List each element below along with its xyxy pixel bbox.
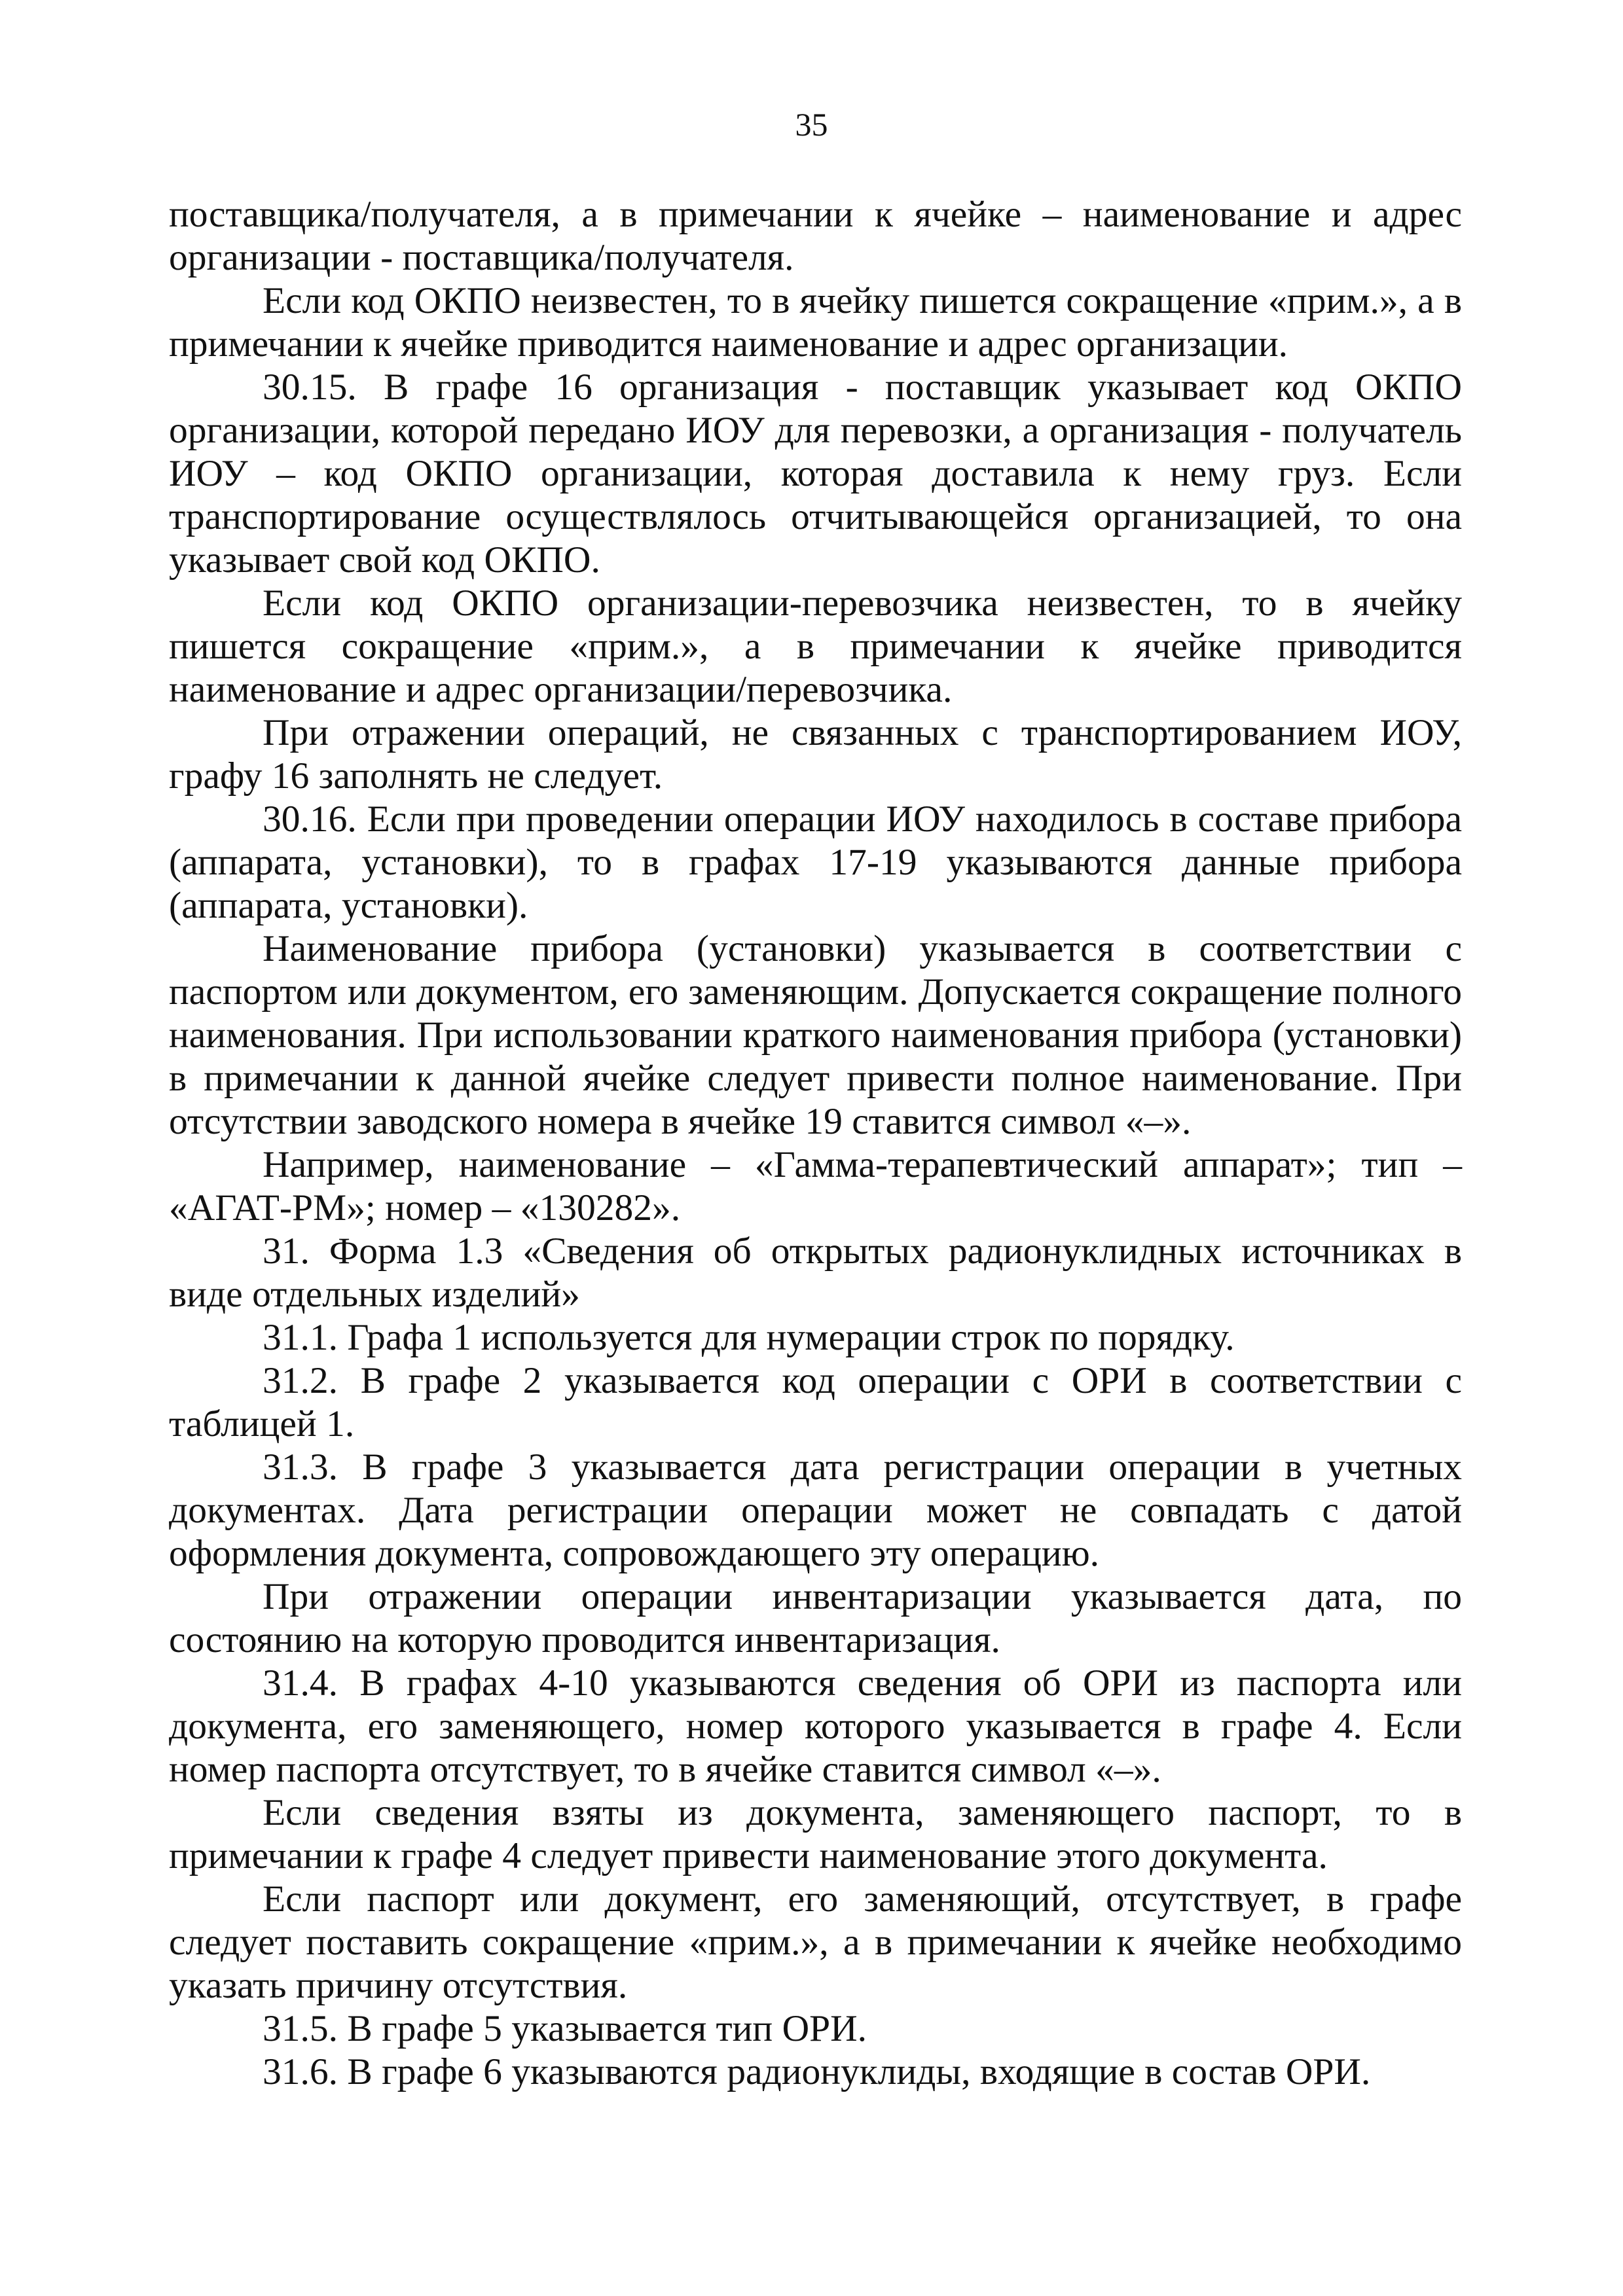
paragraph-30-16: 30.16. Если при проведении операции ИОУ находилось в составе прибора (аппарата, установки), то в графах 17-19 указываются данные прибора (аппарата, установки). xyxy=(169,798,1462,926)
paragraph-31: 31. Форма 1.3 «Сведения об открытых радионуклидных источниках в виде отдельных изделий» xyxy=(169,1230,1462,1315)
paragraph-inventory-date: При отражении операции инвентаризации указывается дата, по состоянию на которую проводится инвентаризация. xyxy=(169,1576,1462,1660)
paragraph-passport-missing: Если паспорт или документ, его заменяющий, отсутствует, в графе следует поставить сокращение «прим.», а в примечании к ячейке необходимо указать причину отсутствия. xyxy=(169,1878,1462,2006)
paragraph-continuation: поставщика/получателя, а в примечании к ячейке – наименование и адрес организации - поставщика/получателя. xyxy=(169,194,1462,278)
paragraph-example: Например, наименование – «Гамма-терапевтический аппарат»; тип – «АГАТ-РМ»; номер – «130282». xyxy=(169,1144,1462,1229)
paragraph-no-transport: При отражении операций, не связанных с транспортированием ИОУ, графу 16 заполнять не следует. xyxy=(169,712,1462,797)
paragraph-okpo-unknown: Если код ОКПО неизвестен, то в ячейку пишется сокращение «прим.», а в примечании к ячейке приводится наименование и адрес организации. xyxy=(169,280,1462,365)
page-number: 35 xyxy=(795,106,828,143)
body-text xyxy=(169,193,1462,2094)
paragraph-31-2: 31.2. В графе 2 указывается код операции с ОРИ в соответствии с таблицей 1. xyxy=(169,1360,1462,1444)
paragraph-carrier-okpo-unknown: Если код ОКПО организации-перевозчика неизвестен, то в ячейку пишется сокращение «прим.», а в примечании к ячейке приводится наименование и адрес организации/перевозчика. xyxy=(169,583,1462,710)
paragraph-31-1: 31.1. Графа 1 используется для нумерации строк по порядку. xyxy=(263,1317,1235,1358)
paragraph-31-5: 31.5. В графе 5 указывается тип ОРИ. xyxy=(263,2008,867,2049)
paragraph-31-6: 31.6. В графе 6 указываются радионуклиды, входящие в состав ОРИ. xyxy=(263,2051,1371,2092)
paragraph-31-4: 31.4. В графах 4-10 указываются сведения об ОРИ из паспорта или документа, его заменяющего, номер которого указывается в графе 4. Если номер паспорта отсутствует, то в ячейке ставится символ «–». xyxy=(169,1662,1462,1790)
paragraph-31-3: 31.3. В графе 3 указывается дата регистрации операции в учетных документах. Дата регистрации операции может не совпадать с датой оформления документа, сопровождающего эту операцию. xyxy=(169,1446,1462,1574)
paragraph-30-15: 30.15. В графе 16 организация - поставщик указывает код ОКПО организации, которой передано ИОУ для перевозки, а организация - получатель ИОУ – код ОКПО организации, которая доставила к нему груз. Если транспортирование осуществлялось отчитывающейся организацией, то она указывает свой код ОКПО. xyxy=(169,367,1462,581)
paragraph-replacing-document: Если сведения взяты из документа, заменяющего паспорт, то в примечании к графе 4 следует привести наименование этого документа. xyxy=(169,1792,1462,1876)
paragraph-device-name: Наименование прибора (установки) указывается в соответствии с паспортом или документом, его заменяющим. Допускается сокращение полного наименования. При использовании краткого наименования прибора (установки) в примечании к данной ячейке следует привести полное наименование. При отсутствии заводского номера в ячейке 19 ставится символ «–». xyxy=(169,928,1462,1142)
